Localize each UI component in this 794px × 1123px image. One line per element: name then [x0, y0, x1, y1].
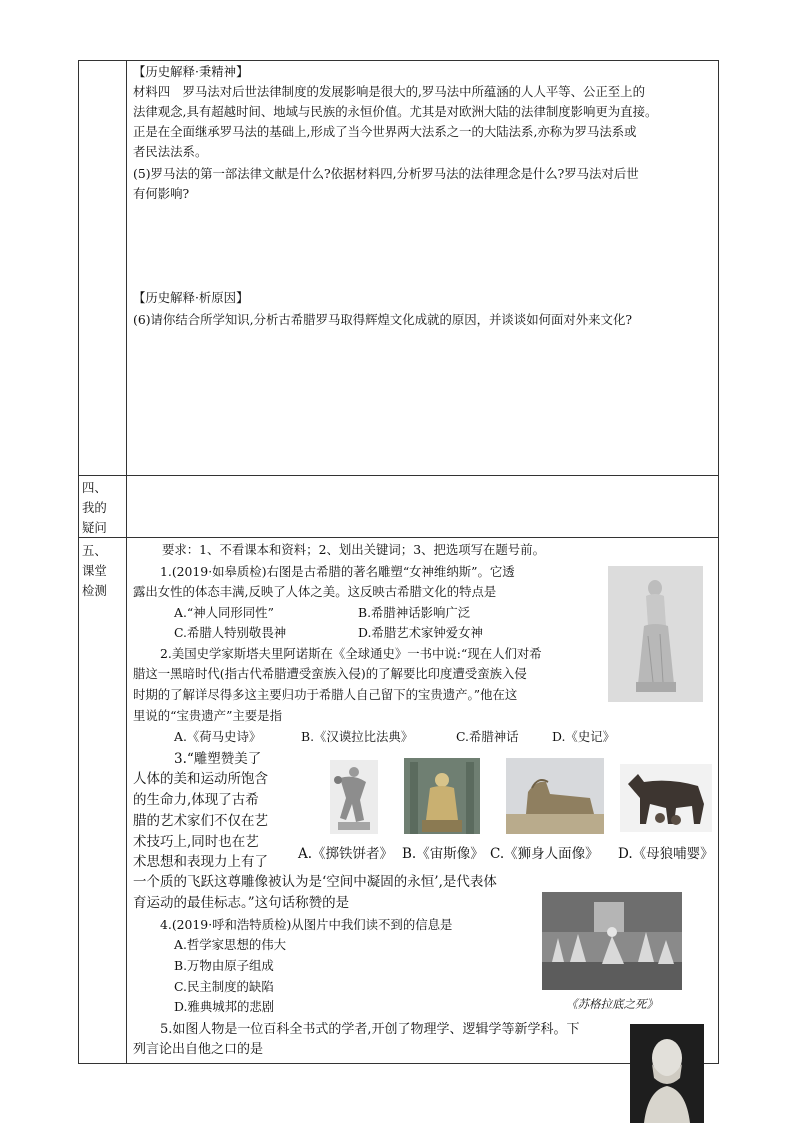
q3-stem-line-4: 腊的艺术家们不仅在艺: [133, 813, 268, 829]
questions-input-area[interactable]: [130, 480, 715, 534]
q3-stem-line-6: 术思想和表现力上有了: [133, 854, 268, 870]
q2-stem-line-3: 时期的了解详尽得多这主要归功于希腊人自己留下的宝贵遗产。”他在这: [133, 687, 518, 702]
venus-statue-image: [608, 566, 703, 702]
table-left-border: [78, 60, 79, 1064]
section-4-label-line: 疑问: [82, 520, 107, 535]
q3-caption-a[interactable]: A.《掷铁饼者》: [298, 846, 394, 862]
table-right-border: [718, 60, 719, 1064]
q3-stem-line-5: 术技巧上,同时也在艺: [133, 834, 259, 850]
q1-option-d[interactable]: D.希腊艺术家钟爱女神: [358, 625, 483, 640]
section-4-label: [82, 478, 122, 538]
section-heading-reasons: 【历史解释·析原因】: [133, 290, 249, 305]
q3-caption-b[interactable]: B.《宙斯像》: [402, 846, 484, 862]
q3-tail-line-2: 育运动的最佳标志。”这句话称赞的是: [133, 895, 350, 911]
q1-stem-line-2: 露出女性的体态丰满,反映了人体之美。这反映古希腊文化的特点是: [133, 584, 497, 599]
q2-stem-line-1: 2.美国史学家斯塔夫里阿诺斯在《全球通史》一书中说:“现在人们对希: [160, 646, 542, 661]
answer-space-5[interactable]: [133, 206, 713, 286]
row-divider-1: [78, 475, 719, 476]
question-5-line-2: 有何影响?: [133, 186, 190, 201]
row-divider-2: [78, 537, 719, 538]
answer-space-6[interactable]: [133, 332, 713, 470]
material-4-line-4: 者民法法系。: [133, 144, 208, 159]
q3-tail-line-1: 一个质的飞跃这尊雕像被认为是‘空间中凝固的永恒’,是代表体: [133, 874, 497, 890]
q4-option-c[interactable]: C.民主制度的缺陷: [174, 979, 274, 994]
table-top-border: [78, 60, 719, 61]
aristotle-bust-image: [630, 1024, 704, 1123]
q1-option-b[interactable]: B.希腊神话影响广泛: [358, 605, 471, 620]
q5-stem-line-1: 5.如图人物是一位百科全书式的学者,开创了物理学、逻辑学等新学科。下: [160, 1022, 580, 1037]
q2-stem-line-2: 腊这一黑暗时代(指古代希腊遭受蛮族入侵)的了解要比印度遭受蛮族入侵: [133, 666, 527, 681]
zeus-statue-image: [404, 758, 480, 834]
section-5-label-line: 课堂: [82, 563, 107, 578]
she-wolf-image: [620, 764, 712, 832]
table-bottom-border: [78, 1063, 719, 1064]
question-6: (6)请你结合所学知识,分析古希腊罗马取得辉煌文化成就的原因，并谈谈如何面对外来文化?: [133, 312, 632, 327]
material-4-line-2: 法律观念,具有超越时间、地域与民族的永恒价值。尤其是对欧洲大陆的法律制度影响更为直接。: [133, 104, 658, 119]
q2-option-c[interactable]: C.希腊神话: [456, 729, 519, 744]
section-5-label-line: 五、: [82, 543, 107, 558]
question-5-line-1: (5)罗马法的第一部法律文献是什么?依据材料四,分析罗马法的法律理念是什么?罗马法对后世: [133, 166, 639, 181]
q2-option-b[interactable]: B.《汉谟拉比法典》: [301, 729, 414, 744]
q4-stem: 4.(2019·呼和浩特质检)从图片中我们读不到的信息是: [160, 917, 453, 932]
material-4-line-1: 材料四 罗马法对后世法律制度的发展影响是很大的,罗马法中所蕴涵的人人平等、公正至上的: [133, 84, 645, 99]
q3-stem-line-1: 3.“雕塑赞美了: [174, 751, 262, 767]
death-of-socrates-image: [542, 892, 682, 990]
section-5-label-line: 检测: [82, 583, 107, 598]
sphinx-image: [506, 758, 604, 834]
section-4-label-line: 四、: [82, 480, 107, 495]
discobolus-image: [330, 760, 378, 834]
q3-stem-line-2: 人体的美和运动所饱含: [133, 771, 268, 787]
q1-stem-line-1: 1.(2019·如皋质检)右图是古希腊的著名雕塑“女神维纳斯”。它透: [160, 564, 515, 579]
q4-option-a[interactable]: A.哲学家思想的伟大: [174, 937, 287, 952]
section-heading-spirit: 【历史解释·秉精神】: [133, 64, 249, 79]
section-4-label-line: 我的: [82, 500, 107, 515]
table-column-divider: [126, 60, 127, 1064]
q3-caption-c[interactable]: C.《狮身人面像》: [490, 846, 599, 862]
material-4-line-3: 正是在全面继承罗马法的基础上,形成了当今世界两大法系之一的大陆法系,亦称为罗马法系或: [133, 124, 637, 139]
q1-option-c[interactable]: C.希腊人特别敬畏神: [174, 625, 287, 640]
q2-option-a[interactable]: A.《荷马史诗》: [174, 729, 262, 744]
q4-image-caption: 《苏格拉底之死》: [566, 997, 658, 1011]
q2-option-d[interactable]: D.《史记》: [552, 729, 615, 744]
q1-option-a[interactable]: A.“神人同形同性”: [174, 605, 274, 620]
q3-caption-d[interactable]: D.《母狼哺婴》: [618, 846, 714, 862]
requirements: 要求：1、不看课本和资料；2、划出关键词；3、把选项写在题号前。: [162, 542, 545, 557]
q3-stem-line-3: 的生命力,体现了古希: [133, 792, 259, 808]
q2-stem-line-4: 里说的“宝贵遗产”主要是指: [133, 708, 282, 723]
q4-option-b[interactable]: B.万物由原子组成: [174, 958, 274, 973]
q4-option-d[interactable]: D.雅典城邦的悲剧: [174, 999, 275, 1014]
section-5-label: [82, 541, 122, 601]
q5-stem-line-2: 列言论出自他之口的是: [133, 1042, 264, 1057]
